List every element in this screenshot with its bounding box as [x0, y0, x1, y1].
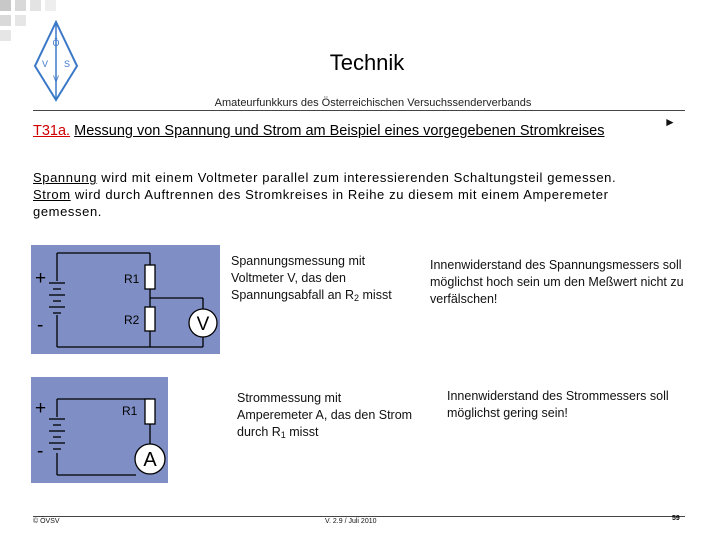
current-text-tail: misst: [285, 425, 319, 439]
footer-version: V. 2.9 / Juli 2010: [325, 518, 377, 525]
intro-text-1: wird mit einem Voltmeter parallel zum interessierenden Schaltungsteil gemessen.: [97, 170, 617, 185]
logo-letter-s: S: [63, 59, 71, 69]
voltage-text-tail: misst: [359, 288, 392, 302]
ammeter-label: A: [143, 449, 157, 471]
intro-text: [33, 169, 673, 220]
logo-letter-v2: V: [52, 74, 60, 84]
r1-label-current: R1: [122, 404, 138, 418]
current-text-main: Strommessung mit Amperemeter A, das den Strom durch R: [237, 391, 413, 439]
minus-sign: -: [37, 315, 44, 336]
term-strom: Strom: [33, 187, 71, 202]
voltage-text-main: Spannungsmessung mit Voltmeter V, das den Spannungsabfall an R: [231, 254, 366, 302]
header-divider: [33, 110, 685, 111]
footer-copyright: © ÖVSV: [33, 518, 60, 525]
footer-page-number: 59: [672, 515, 680, 522]
current-measurement-text: [237, 390, 417, 444]
logo-letter-v1: V: [41, 59, 49, 69]
page-subtitle: Amateurfunkkurs des Österreichischen Versuchssenderverbands: [214, 97, 532, 109]
intro-text-2: wird durch Auftrennen des Stromkreises in Reihe zu diesem mit einem Amperemeter gemessen.: [33, 187, 609, 219]
current-circuit-diagram: [31, 377, 168, 483]
r2-label: R2: [124, 313, 140, 327]
resistor-r2: [145, 307, 155, 331]
term-spannung: Spannung: [33, 170, 98, 185]
footer-divider: [33, 516, 685, 517]
voltage-measurement-text: [231, 253, 401, 307]
voltage-note-text: Innenwiderstand des Spannungsmessers soll möglichst hoch sein um den Meßwert nicht zu verfälschen!: [430, 258, 684, 306]
section-heading-text: Messung von Spannung und Strom am Beispiel eines vorgegebenen Stromkreises: [74, 123, 605, 139]
next-slide-arrow-icon[interactable]: ►: [664, 115, 676, 129]
plus-sign: +: [35, 268, 47, 289]
current-note-text: Innenwiderstand des Strommessers soll möglichst gering sein!: [447, 389, 669, 420]
minus-sign-current: -: [37, 441, 44, 462]
section-number: T31a.: [33, 123, 71, 139]
logo-letter-o: Ö: [52, 38, 60, 48]
resistor-r1-current: [145, 399, 155, 424]
page-title: Technik: [329, 50, 405, 75]
resistor-r1: [145, 265, 155, 289]
current-text-sub: 1: [280, 430, 286, 440]
voltage-text-sub: 2: [354, 293, 360, 303]
voltage-circuit-diagram: [31, 245, 220, 354]
plus-sign-current: +: [35, 398, 47, 419]
r1-label: R1: [124, 272, 140, 286]
section-heading: [33, 123, 633, 140]
voltmeter-label: V: [196, 314, 210, 335]
